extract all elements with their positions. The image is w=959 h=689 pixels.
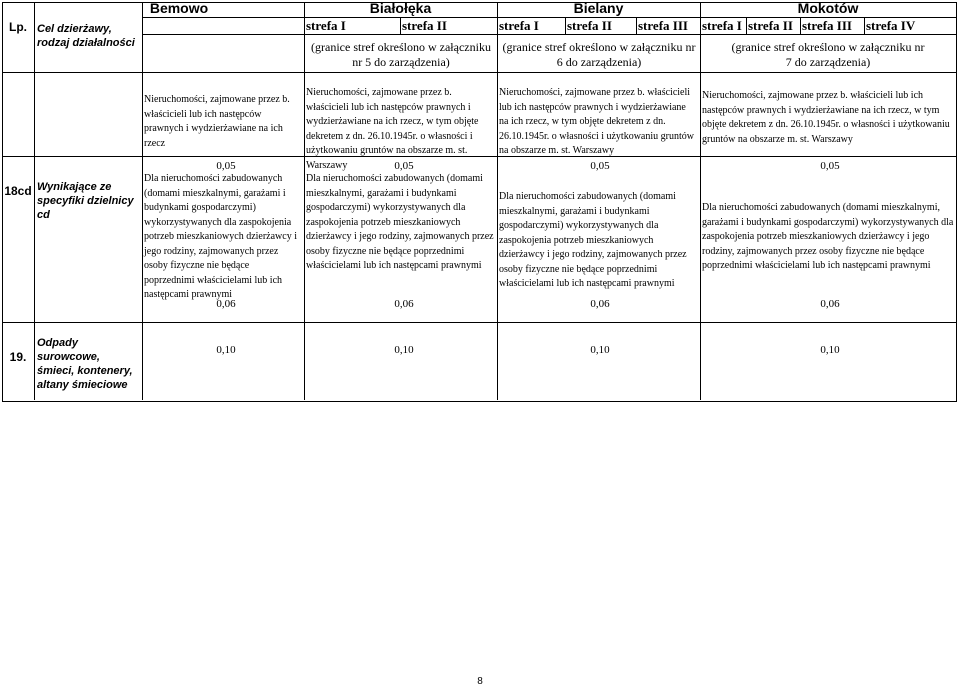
rate-value: 0,06 bbox=[394, 298, 414, 310]
district-bemowo: Bemowo bbox=[149, 0, 209, 16]
zone-boundaries-note: (granice stref określono w załączniku nr 6 do zarządzenia) bbox=[502, 40, 696, 69]
description-bielany: Nieruchomości, zajmowane przez b. właścicieli lub ich następców prawnych i wydzierżawiane na ich rzecz, w tym objęte dekretem z dn. 26.10.1945r. o własności i użytkowaniu gruntów na obszarze m. st. Warszawy bbox=[499, 87, 694, 156]
rule bbox=[34, 2, 35, 400]
zone-boundaries-note: (granice stref określono w załączniku nr 7 do zarządzenia) bbox=[731, 40, 925, 69]
zone-header: strefa III bbox=[802, 18, 852, 33]
zone-header: strefa II bbox=[748, 18, 793, 33]
page-number: 8 bbox=[477, 676, 483, 687]
usage-condition-text: Dla nieruchomości zabudowanych (domami mieszkalnymi, garażami i budynkami gospodarczymi) wykorzystywanych dla zaspokojenia potrzeb mieszkaniowych dzierżawcy i jego rodziny, zajmowanych przez osoby fizyczne nie będące poprzednimi właścicielami lub ich następcami prawnymi bbox=[702, 202, 954, 271]
zone-header: strefa IV bbox=[866, 18, 916, 33]
description-bialoleka: Nieruchomości, zajmowane przez b. właścicieli lub ich następców prawnych i wydzierżawiane na ich rzecz, w tym objęte dekretem z dn. 26.10.1945r. o własności i użytkowaniu gruntów na obszarze m. st. Warszawy bbox=[306, 87, 479, 171]
district-mokotow: Mokotów bbox=[797, 0, 859, 16]
district-bialoleka: Białołęka bbox=[369, 0, 432, 16]
usage-condition-text: Dla nieruchomości zabudowanych (domami mieszkalnymi, garażami i budynkami gospodarczymi) wykorzystywanych dla zaspokojenia potrzeb mieszkaniowych dzierżawcy i jego rodziny, zajmowanych przez osoby fizyczne nie będące poprzednimi właścicielami lub ich następcami prawnymi bbox=[144, 173, 297, 300]
zone-header: strefa I bbox=[702, 18, 742, 33]
rate-value: 0,10 bbox=[820, 344, 840, 356]
row-label: Wynikające ze specyfiki dzielnicy cd bbox=[37, 181, 134, 221]
rate-value: 0,05 bbox=[216, 160, 236, 172]
lp-header: Lp. bbox=[9, 20, 27, 34]
zone-boundaries-note: (granice stref określono w załączniku nr 5 do zarządzenia) bbox=[311, 40, 491, 69]
rate-value: 0,06 bbox=[590, 298, 610, 310]
rule bbox=[2, 72, 956, 73]
usage-condition-text: Dla nieruchomości zabudowanych (domami mieszkalnymi, garażami i budynkami gospodarczymi) wykorzystywanych dla zaspokojenia potrzeb mieszkaniowych dzierżawcy i jego rodziny, zajmowanych przez osoby fizyczne nie będące poprzednimi właścicielami lub ich następcami prawnymi bbox=[306, 173, 494, 271]
zone-header: strefa II bbox=[567, 18, 612, 33]
rule bbox=[142, 34, 956, 35]
rate-value: 0,05 bbox=[590, 160, 610, 172]
row-number: 19. bbox=[9, 350, 27, 364]
usage-condition-text: Dla nieruchomości zabudowanych (domami mieszkalnymi, garażami i budynkami gospodarczymi) wykorzystywanych dla zaspokojenia potrzeb mieszkaniowych dzierżawcy i jego rodziny, zajmowanych przez osoby fizyczne nie będące poprzednimi właścicielami lub ich następcami prawnymi bbox=[499, 191, 687, 289]
rule bbox=[304, 2, 305, 400]
activity-header: Cel dzierżawy, rodzaj działalności bbox=[37, 23, 135, 49]
rate-value: 0,05 bbox=[394, 160, 414, 172]
rate-value: 0,10 bbox=[216, 344, 236, 356]
rate-value: 0,10 bbox=[394, 344, 414, 356]
row-number: 18cd bbox=[4, 184, 32, 198]
district-bielany: Bielany bbox=[573, 0, 624, 16]
zone-header: strefa III bbox=[638, 18, 688, 33]
description-mokotow: Nieruchomości, zajmowane przez b. właścicieli lub ich następców prawnych i wydzierżawiane na ich rzecz, w tym objęte dekretem z dn. 26.10.1945r. o własności i użytkowaniu gruntów na obszarze m. st. Warszawy bbox=[702, 90, 950, 145]
rule bbox=[497, 2, 498, 400]
zone-header: strefa I bbox=[499, 18, 539, 33]
zone-header: strefa II bbox=[402, 18, 447, 33]
rule bbox=[700, 2, 701, 400]
rate-value: 0,06 bbox=[216, 298, 236, 310]
rate-value: 0,06 bbox=[820, 298, 840, 310]
row-label: Odpady surowcowe, śmieci, kontenery, altany śmieciowe bbox=[37, 337, 133, 391]
rule bbox=[142, 2, 143, 400]
zone-header: strefa I bbox=[306, 18, 346, 33]
rule bbox=[2, 322, 956, 323]
rate-value: 0,05 bbox=[820, 160, 840, 172]
description-bemowo: Nieruchomości, zajmowane przez b. właścicieli lub ich następców prawnych i wydzierżawiane na ich rzecz bbox=[144, 94, 290, 149]
rate-value: 0,10 bbox=[590, 344, 610, 356]
